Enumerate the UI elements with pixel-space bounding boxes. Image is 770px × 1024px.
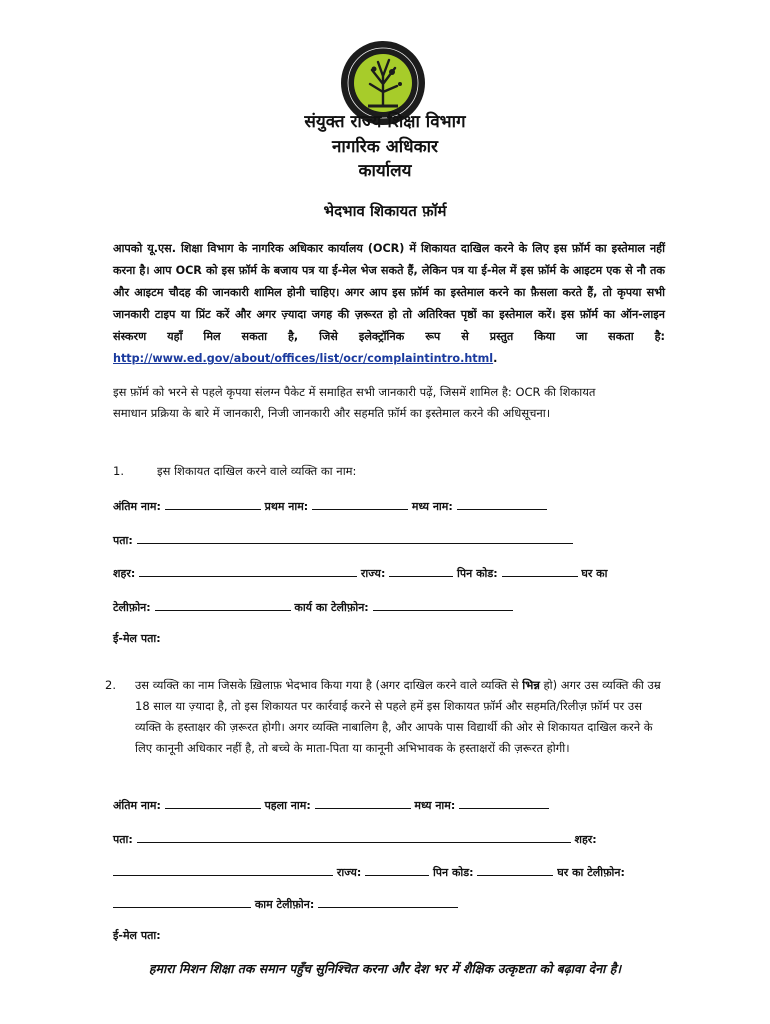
online-form-link[interactable]: http://www.ed.gov/about/offices/list/ocr/complaintintro.html	[113, 352, 494, 365]
item2-text-emphasis: भिन्न	[522, 678, 540, 692]
intro-link-suffix: .	[493, 352, 498, 365]
item2-state-field[interactable]	[365, 865, 429, 876]
item1-email-row	[113, 631, 161, 646]
item1-state-label: राज्य:	[360, 567, 386, 580]
item1-city-label: शहर:	[113, 567, 136, 580]
item2-first-name-field[interactable]	[315, 798, 411, 809]
item1-phone-row	[113, 600, 513, 615]
item2-city-label: शहर:	[574, 833, 597, 846]
item1-home-label: घर का	[581, 567, 608, 580]
item2-home-phone-field[interactable]	[113, 897, 251, 908]
item2-email-row	[113, 928, 161, 943]
item1-first-name-field[interactable]	[312, 499, 408, 510]
item2-pin-field[interactable]	[477, 865, 553, 876]
item1-address-row	[113, 533, 573, 548]
intro-paragraph	[113, 238, 665, 370]
item2-home-phone-label: घर का टेलीफ़ोन:	[557, 866, 625, 879]
item2-address-row	[113, 832, 597, 847]
item2-work-phone-label: काम टेलीफ़ोन:	[254, 898, 315, 911]
item1-pin-field[interactable]	[502, 566, 578, 577]
form-title: भेदभाव शिकायत फ़ॉर्म	[323, 202, 447, 220]
mission-statement: हमारा मिशन शिक्षा तक समान पहुँच सुनिश्चित करना और देश भर में शैक्षिक उत्कृष्टता को बढ़ावा देना है।	[148, 961, 622, 976]
item1-last-name-field[interactable]	[165, 499, 261, 510]
item2-address-field[interactable]	[137, 832, 571, 843]
item2-address-label: पता:	[113, 833, 133, 846]
item1-middle-name-field[interactable]	[457, 499, 547, 510]
item1-name-row	[113, 499, 547, 514]
item1-address-label: पता:	[113, 534, 133, 547]
item2-work-phone-field[interactable]	[318, 897, 458, 908]
item2-state-label: राज्य:	[336, 866, 362, 879]
notice-paragraph: इस फ़ॉर्म को भरने से पहले कृपया संलग्न पैकेट में समाहित सभी जानकारी पढ़ें, जिसमें शामिल है: OCR की शिकायत समाधान प्रक्रिया के बारे में जानकारी, निजी जानकारी और सहमति फ़ॉर्म का इस्तेमाल करने की अधिसूचना।	[113, 385, 596, 420]
item2-middle-name-label: मध्य नाम:	[414, 799, 456, 812]
item2-last-name-field[interactable]	[165, 798, 261, 809]
item1-address-field[interactable]	[137, 533, 573, 544]
item1-label: इस शिकायत दाखिल करने वाले व्यक्ति का नाम:	[157, 464, 357, 478]
item1-state-field[interactable]	[389, 566, 453, 577]
item1-email-label: ई-मेल पता:	[113, 632, 161, 645]
item1-middle-name-label: मध्य नाम:	[411, 500, 453, 513]
title-office-suffix: कार्यालय	[358, 161, 412, 181]
item2-text-b: हो) अगर उस व्यक्ति की उम्र 18 साल या ज़्यादा है, तो इस शिकायत पर कार्रवाई करने से पहले हमें इस शिकायत फ़ॉर्म और सहमति/रिलीज़ फ़ॉर्म पर उस व्यक्ति के हस्ताक्षर की ज़रूरत होगी। अगर व्यक्ति नाबालिग है, और आपके पास विद्यार्थी की ओर से शिकायत दाखिल करने के लिए कानूनी अधिकार नहीं है, तो बच्चे के माता-पिता या कानूनी अभिभावक के हस्ताक्षरों की ज़रूरत होगी।	[135, 678, 661, 755]
item2-last-name-label: अंतिम नाम:	[113, 799, 161, 812]
item1-phone-label: टेलीफ़ोन:	[113, 601, 151, 614]
item2-number: 2.	[105, 678, 116, 692]
item2-email-label: ई-मेल पता:	[113, 929, 161, 942]
item1-work-phone-field[interactable]	[373, 600, 513, 611]
item1-pin-label: पिन कोड:	[457, 567, 498, 580]
item2-paragraph	[105, 675, 665, 759]
item2-city-field[interactable]	[113, 865, 333, 876]
item2-text-a: उस व्यक्ति का नाम जिसके ख़िलाफ़ भेदभाव किया गया है (अगर दाखिल करने वाले व्यक्ति से	[135, 678, 523, 692]
item2-phone-row	[113, 897, 458, 912]
item2-middle-name-field[interactable]	[459, 798, 549, 809]
item1-city-row	[113, 566, 607, 581]
item2-first-name-label: पहला नाम:	[264, 799, 311, 812]
item2-pin-label: पिन कोड:	[432, 866, 474, 879]
item1-phone-field[interactable]	[155, 600, 291, 611]
item2-name-row	[113, 798, 549, 813]
title-department: संयुक्त राज्य शिक्षा विभाग	[304, 112, 466, 132]
intro-text: आपको यू.एस. शिक्षा विभाग के नागरिक अधिकार कार्यालय (OCR) में शिकायत दाखिल करने के लिए इस फ़ॉर्म का इस्तेमाल नहीं करना है। आप OCR को इस फ़ॉर्म के बजाय पत्र या ई-मेल भेज सकते हैं, लेकिन पत्र या ई-मेल में इस फ़ॉर्म के आइटम एक से नौ तक और आइटम चौदह की जानकारी शामिल होनी चाहिए। अगर आप इस फ़ॉर्म का इस्तेमाल करने का फ़ैसला करते हैं, तो कृपया सभी जानकारी टाइप या प्रिंट करें और अगर ज़्यादा जगह की ज़रूरत हो तो अतिरिक्त पृष्ठों का इस्तेमाल करें। इस फ़ॉर्म का ऑन-लाइन संस्करण यहाँ मिल सकता है, जिसे इलेक्ट्रॉनिक रूप से प्रस्तुत किया जा सकता है:	[113, 242, 665, 343]
item2-state-row	[113, 865, 625, 880]
title-office: नागरिक अधिकार	[332, 137, 438, 157]
item1-work-phone-label: कार्य का टेलीफ़ोन:	[294, 601, 369, 614]
item1-last-name-label: अंतिम नाम:	[113, 500, 161, 513]
item1-number: 1.	[113, 464, 124, 478]
item1-first-name-label: प्रथम नाम:	[264, 500, 309, 513]
item1-city-field[interactable]	[139, 566, 357, 577]
